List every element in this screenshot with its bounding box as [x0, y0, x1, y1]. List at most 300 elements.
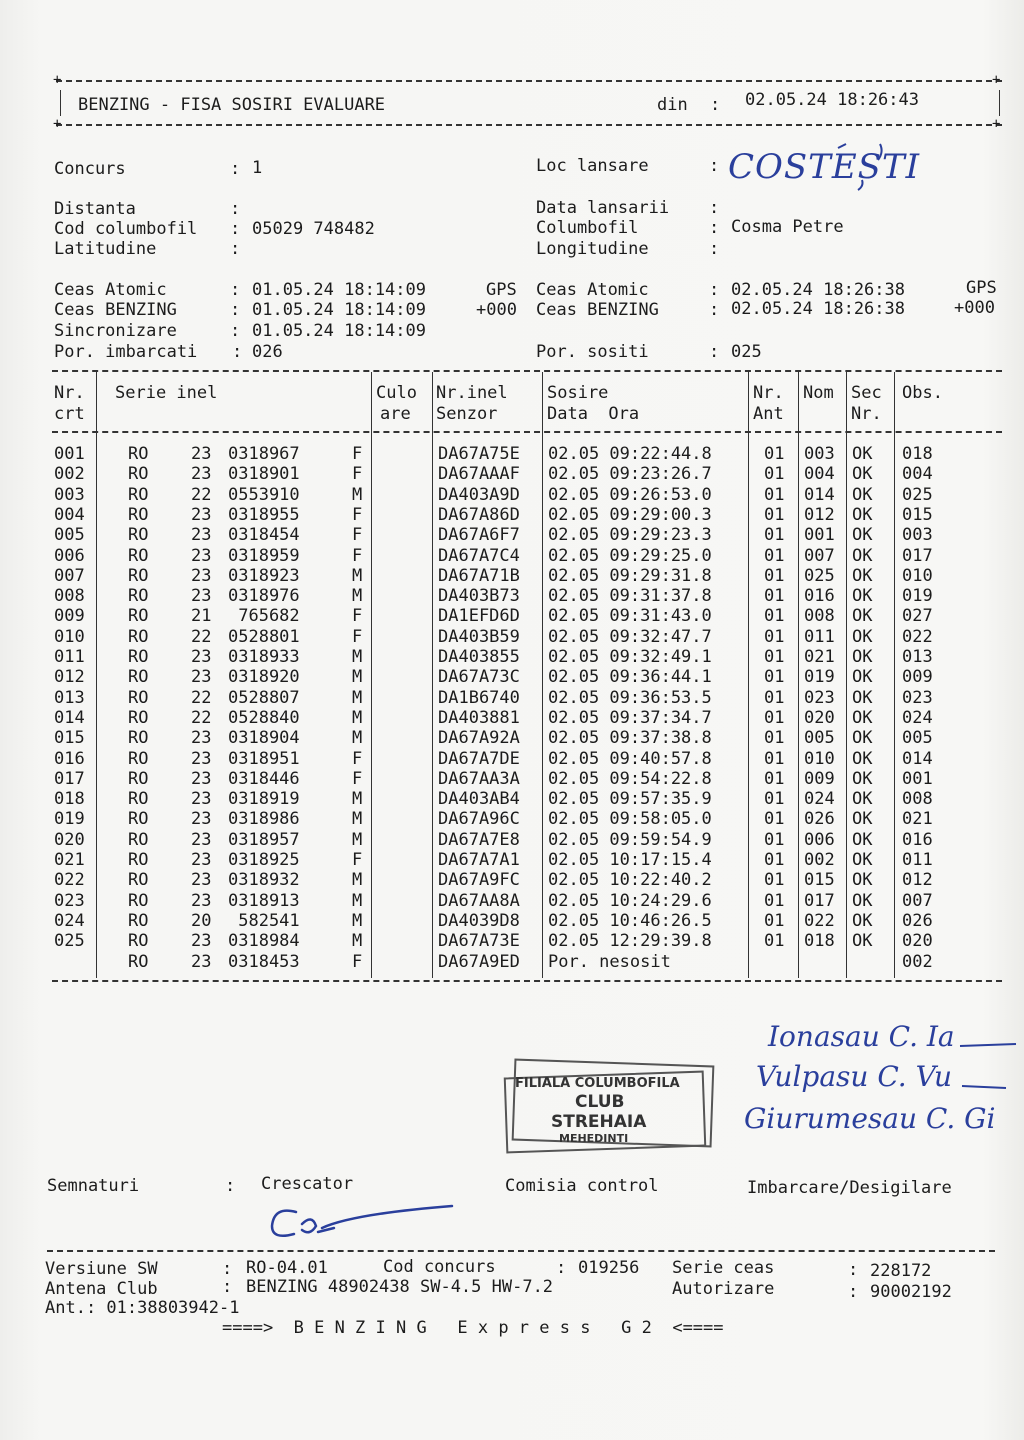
table-cell-senzor: DA4039D8: [438, 911, 520, 931]
col-nr-header: Nr.: [54, 383, 85, 403]
table-cell-sec: OK: [852, 485, 873, 505]
table-cell-sec: OK: [852, 708, 873, 728]
table-cell-sec: OK: [852, 505, 873, 525]
table-cell-senzor: DA403B73: [438, 586, 520, 606]
table-cell-tara: RO: [128, 870, 149, 890]
table-cell-ant: 01: [764, 911, 785, 931]
table-cell-inel: 0318959: [228, 546, 300, 566]
table-cell-inel: 0318933: [228, 647, 300, 667]
serie-ceas-value: 228172: [870, 1261, 932, 1281]
table-cell-nom: 010: [804, 749, 835, 769]
table-cell-an: 23: [191, 728, 212, 748]
table-cell-nr: 020: [54, 830, 85, 850]
table-cell-nom: 014: [804, 485, 835, 505]
col-culoare-header: Culo: [376, 383, 417, 403]
table-cell-nr: 001: [54, 444, 85, 464]
table-cell-sex: M: [352, 931, 363, 951]
table-cell-nr: 008: [54, 586, 85, 606]
table-cell-an: 23: [191, 444, 212, 464]
table-cell-inel: 0318920: [228, 667, 300, 687]
left-atomic-suffix: GPS: [486, 280, 517, 300]
concurs-label: Concurs: [54, 159, 126, 179]
crescator-signature: [262, 1198, 462, 1251]
table-cell-sosire: 02.05 09:58:05.0: [548, 809, 712, 829]
table-cell-nr: 024: [54, 911, 85, 931]
table-cell-senzor: DA67A92A: [438, 728, 520, 748]
right-atomic-value: 02.05.24 18:26:38: [731, 280, 905, 300]
table-cell-inel: 765682: [228, 606, 300, 626]
table-cell-sec: OK: [852, 525, 873, 545]
table-cell-sosire: 02.05 09:31:37.8: [548, 586, 712, 606]
col-ant-header-2: Ant: [753, 404, 784, 424]
table-cell-obs: 024: [902, 708, 933, 728]
autorizare-label: Autorizare: [672, 1279, 775, 1299]
table-cell-sosire: 02.05 09:36:44.1: [548, 667, 712, 687]
concurs-value: 1: [252, 158, 263, 178]
table-cell-an: 23: [191, 931, 212, 951]
table-cell-ant: 01: [764, 749, 785, 769]
table-cell-sex: F: [352, 606, 363, 626]
table-cell-ant: 01: [764, 667, 785, 687]
col-culoare-header-2: are: [380, 404, 411, 424]
table-cell-obs: 021: [902, 809, 933, 829]
column-divider: [894, 372, 895, 978]
table-cell-obs: 018: [902, 444, 933, 464]
separator: :: [230, 280, 241, 300]
table-cell-sosire: 02.05 09:40:57.8: [548, 749, 712, 769]
antena-value: BENZING 48902438 SW-4.5 HW-7.2: [246, 1277, 554, 1297]
separator: :: [709, 239, 720, 259]
committee-signatures: [740, 1010, 1024, 1145]
table-cell-sex: F: [352, 627, 363, 647]
columbofil-value: Cosma Petre: [731, 217, 844, 237]
por-sositi-value: 025: [731, 342, 762, 362]
table-cell-sosire: 02.05 09:37:38.8: [548, 728, 712, 748]
table-cell-nr: 016: [54, 749, 85, 769]
signature-name-1: Ionasau C. Ia: [768, 1020, 955, 1053]
table-cell-nom: 026: [804, 809, 835, 829]
cod-concurs-label: Cod concurs: [383, 1257, 496, 1277]
din-separator: :: [710, 95, 721, 115]
table-cell-sex: M: [352, 911, 363, 931]
loc-lansare-label: Loc lansare: [536, 156, 649, 176]
col-nr-header-2: crt: [54, 404, 85, 424]
table-cell-inel: 0318923: [228, 566, 300, 586]
table-cell-inel: 0318955: [228, 505, 300, 525]
table-cell-sex: M: [352, 870, 363, 890]
col-serie-header: Serie inel: [115, 383, 218, 403]
table-cell-an: 22: [191, 485, 212, 505]
antena-label: Antena Club: [45, 1279, 158, 1299]
table-cell-sec: OK: [852, 667, 873, 687]
ceas-benzing-label: Ceas BENZING: [54, 300, 177, 320]
table-cell-inel: 0318446: [228, 769, 300, 789]
table-cell-nom: 003: [804, 444, 835, 464]
table-cell-tara: RO: [128, 728, 149, 748]
table-cell-senzor: DA67A73E: [438, 931, 520, 951]
table-border-bottom: [52, 980, 1002, 982]
table-cell-ant: 01: [764, 647, 785, 667]
table-cell-tara: RO: [128, 525, 149, 545]
table-cell-senzor: DA1B6740: [438, 688, 520, 708]
table-cell-nom: 020: [804, 708, 835, 728]
comisia-label: Comisia control: [505, 1176, 659, 1196]
table-cell-sosire: Por. nesosit: [548, 952, 671, 972]
corner-mark: +: [53, 72, 62, 88]
document-title: BENZING - FISA SOSIRI EVALUARE: [78, 95, 386, 115]
table-cell-sec: OK: [852, 911, 873, 931]
table-cell-nom: 015: [804, 870, 835, 890]
corner-mark: +: [992, 72, 1001, 88]
table-cell-inel: 0318913: [228, 891, 300, 911]
print-datetime: 02.05.24 18:26:43: [745, 90, 919, 110]
table-cell-nom: 011: [804, 627, 835, 647]
col-sec-header-2: Nr.: [851, 404, 882, 424]
separator: :: [709, 342, 720, 362]
table-cell-sosire: 02.05 09:37:34.7: [548, 708, 712, 728]
table-cell-an: 23: [191, 566, 212, 586]
table-cell-nom: 022: [804, 911, 835, 931]
loc-lansare-handwriting: [728, 138, 921, 207]
table-cell-inel: 0318901: [228, 464, 300, 484]
table-cell-obs: 016: [902, 830, 933, 850]
header-border-top: [56, 80, 1002, 82]
table-cell-inel: 0318904: [228, 728, 300, 748]
table-cell-sex: M: [352, 830, 363, 850]
separator: :: [709, 280, 720, 300]
cod-columbofil-label: Cod columbofil: [54, 219, 198, 239]
table-cell-sex: F: [352, 444, 363, 464]
table-cell-tara: RO: [128, 464, 149, 484]
table-cell-sosire: 02.05 09:23:26.7: [548, 464, 712, 484]
right-benzing-value: 02.05.24 18:26:38: [731, 299, 905, 319]
table-cell-sec: OK: [852, 749, 873, 769]
table-cell-tara: RO: [128, 931, 149, 951]
right-ceas-benzing-label: Ceas BENZING: [536, 300, 659, 320]
crescator-label: Crescator: [261, 1174, 354, 1194]
table-cell-sex: F: [352, 749, 363, 769]
table-cell-sosire: 02.05 10:17:15.4: [548, 850, 712, 870]
table-cell-an: 23: [191, 525, 212, 545]
table-cell-sex: F: [352, 769, 363, 789]
semnaturi-label: Semnaturi: [47, 1176, 140, 1196]
separator: :: [225, 1176, 236, 1196]
table-cell-obs: 015: [902, 505, 933, 525]
table-cell-ant: 01: [764, 891, 785, 911]
table-cell-ant: 01: [764, 546, 785, 566]
table-cell-an: 23: [191, 505, 212, 525]
table-cell-senzor: DA67A7A1: [438, 850, 520, 870]
table-cell-ant: 01: [764, 606, 785, 626]
table-cell-nr: 010: [54, 627, 85, 647]
table-cell-tara: RO: [128, 566, 149, 586]
table-cell-tara: RO: [128, 688, 149, 708]
col-ant-header: Nr.: [753, 383, 784, 403]
table-cell-ant: 01: [764, 769, 785, 789]
table-cell-tara: RO: [128, 708, 149, 728]
table-cell-sex: M: [352, 586, 363, 606]
table-cell-sec: OK: [852, 850, 873, 870]
stamp-line-4: MEHEDINTI: [559, 1132, 629, 1145]
table-cell-sosire: 02.05 09:59:54.9: [548, 830, 712, 850]
table-cell-nr: 002: [54, 464, 85, 484]
table-cell-sosire: 02.05 09:29:23.3: [548, 525, 712, 545]
cod-concurs-value: 019256: [578, 1258, 640, 1278]
table-cell-sec: OK: [852, 830, 873, 850]
table-cell-obs: 001: [902, 769, 933, 789]
table-cell-tara: RO: [128, 789, 149, 809]
table-cell-ant: 01: [764, 870, 785, 890]
table-cell-nom: 007: [804, 546, 835, 566]
table-cell-nom: 002: [804, 850, 835, 870]
stamp-line-3: STREHAIA: [551, 1112, 647, 1132]
table-cell-sosire: 02.05 09:32:47.7: [548, 627, 712, 647]
table-cell-obs: 027: [902, 606, 933, 626]
table-cell-sec: OK: [852, 627, 873, 647]
separator: :: [709, 218, 720, 238]
table-cell-nr: 009: [54, 606, 85, 626]
table-cell-tara: RO: [128, 586, 149, 606]
table-cell-sex: M: [352, 728, 363, 748]
column-divider: [846, 372, 847, 978]
table-cell-obs: 020: [902, 931, 933, 951]
table-cell-nom: 017: [804, 891, 835, 911]
table-cell-an: 22: [191, 688, 212, 708]
table-cell-nr: 013: [54, 688, 85, 708]
table-cell-nr: 014: [54, 708, 85, 728]
col-nom-header: Nom: [803, 383, 834, 403]
table-cell-sec: OK: [852, 647, 873, 667]
table-cell-sec: OK: [852, 891, 873, 911]
table-cell-sosire: 02.05 12:29:39.8: [548, 931, 712, 951]
table-cell-sec: OK: [852, 769, 873, 789]
table-cell-an: 23: [191, 667, 212, 687]
table-cell-sec: OK: [852, 789, 873, 809]
table-cell-tara: RO: [128, 850, 149, 870]
table-cell-tara: RO: [128, 505, 149, 525]
table-cell-tara: RO: [128, 485, 149, 505]
table-cell-ant: 01: [764, 830, 785, 850]
separator: :: [709, 198, 720, 218]
col-sosire-header-2: Data Ora: [547, 404, 640, 424]
separator: :: [230, 300, 241, 320]
table-cell-nom: 025: [804, 566, 835, 586]
ceas-atomic-label: Ceas Atomic: [54, 280, 167, 300]
por-imbarcati-value: 026: [252, 342, 283, 362]
table-cell-tara: RO: [128, 830, 149, 850]
table-cell-sosire: 02.05 09:29:00.3: [548, 505, 712, 525]
separator: :: [222, 1259, 233, 1279]
table-cell-senzor: DA67A7C4: [438, 546, 520, 566]
table-cell-an: 20: [191, 911, 212, 931]
table-cell-inel: 0528801: [228, 627, 300, 647]
table-cell-ant: 01: [764, 850, 785, 870]
table-cell-inel: 0318984: [228, 931, 300, 951]
table-cell-senzor: DA67AA3A: [438, 769, 520, 789]
sincronizare-label: Sincronizare: [54, 321, 177, 341]
separator: :: [230, 159, 241, 179]
table-cell-tara: RO: [128, 444, 149, 464]
table-cell-sosire: 02.05 09:36:53.5: [548, 688, 712, 708]
table-cell-ant: 01: [764, 505, 785, 525]
table-cell-nom: 023: [804, 688, 835, 708]
table-header-border: [52, 431, 1002, 433]
table-cell-an: 23: [191, 870, 212, 890]
table-cell-inel: 0318951: [228, 749, 300, 769]
signature-name-2: Vulpasu C. Vu: [756, 1060, 953, 1093]
table-cell-sosire: 02.05 10:46:26.5: [548, 911, 712, 931]
separator: :: [230, 239, 241, 259]
table-cell-obs: 012: [902, 870, 933, 890]
table-cell-sex: F: [352, 464, 363, 484]
separator: :: [848, 1260, 859, 1280]
table-cell-sex: F: [352, 525, 363, 545]
table-cell-inel: 0318957: [228, 830, 300, 850]
table-cell-nr: 018: [54, 789, 85, 809]
autorizare-value: 90002192: [870, 1282, 952, 1302]
brand-banner: ====> B E N Z I N G E x p r e s s G 2 <====: [222, 1318, 724, 1338]
table-cell-nom: 004: [804, 464, 835, 484]
columbofil-label: Columbofil: [536, 218, 639, 238]
table-cell-an: 23: [191, 769, 212, 789]
table-cell-nr: 025: [54, 931, 85, 951]
table-cell-sex: M: [352, 566, 363, 586]
stamp-line-2: CLUB: [575, 1092, 625, 1112]
table-cell-obs: 013: [902, 647, 933, 667]
table-cell-sec: OK: [852, 688, 873, 708]
table-cell-an: 23: [191, 850, 212, 870]
table-cell-an: 23: [191, 749, 212, 769]
table-cell-ant: 01: [764, 931, 785, 951]
table-cell-nr: 023: [54, 891, 85, 911]
table-cell-sosire: 02.05 09:54:22.8: [548, 769, 712, 789]
separator: :: [230, 219, 241, 239]
header-border-bottom: [56, 124, 1002, 126]
table-cell-an: 23: [191, 546, 212, 566]
table-cell-nr: 007: [54, 566, 85, 586]
table-cell-ant: 01: [764, 688, 785, 708]
table-cell-sec: OK: [852, 566, 873, 586]
table-cell-senzor: DA67A86D: [438, 505, 520, 525]
table-cell-an: 22: [191, 627, 212, 647]
footer-divider: [47, 1250, 995, 1252]
table-cell-inel: 582541: [228, 911, 300, 931]
separator: :: [848, 1282, 859, 1302]
table-cell-senzor: DA67A9FC: [438, 870, 520, 890]
table-cell-senzor: DA67A71B: [438, 566, 520, 586]
table-cell-an: 22: [191, 708, 212, 728]
table-cell-nr: 022: [54, 870, 85, 890]
table-cell-nr: 017: [54, 769, 85, 789]
table-cell-ant: 01: [764, 708, 785, 728]
table-cell-an: 23: [191, 830, 212, 850]
table-cell-sosire: 02.05 09:32:49.1: [548, 647, 712, 667]
table-cell-sec: OK: [852, 444, 873, 464]
table-cell-inel: 0318932: [228, 870, 300, 890]
table-cell-obs: 014: [902, 749, 933, 769]
table-cell-ant: 01: [764, 464, 785, 484]
separator: :: [222, 1277, 233, 1297]
table-cell-nom: 021: [804, 647, 835, 667]
table-cell-senzor: DA67A6F7: [438, 525, 520, 545]
left-benzing-value: 01.05.24 18:14:09: [252, 300, 426, 320]
table-cell-obs: 019: [902, 586, 933, 606]
separator: :: [556, 1258, 567, 1278]
table-cell-obs: 002: [902, 952, 933, 972]
col-nrinel-header: Nr.inel: [436, 383, 508, 403]
table-cell-sex: F: [352, 952, 363, 972]
table-cell-sec: OK: [852, 728, 873, 748]
table-cell-senzor: DA403881: [438, 708, 520, 728]
table-cell-nom: 012: [804, 505, 835, 525]
table-cell-sex: M: [352, 809, 363, 829]
table-cell-ant: 01: [764, 566, 785, 586]
table-cell-tara: RO: [128, 749, 149, 769]
table-cell-nr: 011: [54, 647, 85, 667]
corner-mark: +: [992, 116, 1001, 132]
table-cell-nom: 016: [804, 586, 835, 606]
table-cell-sec: OK: [852, 809, 873, 829]
table-cell-sex: F: [352, 850, 363, 870]
table-cell-nom: 005: [804, 728, 835, 748]
antenna-id: Ant.: 01:38803942-1: [45, 1298, 240, 1318]
table-cell-sosire: 02.05 09:31:43.0: [548, 606, 712, 626]
stamp-line-1: FILIALA COLUMBOFILA: [515, 1076, 680, 1091]
table-cell-ant: 01: [764, 525, 785, 545]
table-cell-senzor: DA403855: [438, 647, 520, 667]
left-benzing-suffix: +000: [476, 300, 517, 320]
table-cell-ant: 01: [764, 789, 785, 809]
table-cell-obs: 026: [902, 911, 933, 931]
table-cell-sec: OK: [852, 931, 873, 951]
column-divider: [371, 372, 372, 978]
table-cell-sex: M: [352, 688, 363, 708]
table-cell-ant: 01: [764, 809, 785, 829]
table-cell-inel: 0528807: [228, 688, 300, 708]
serie-ceas-label: Serie ceas: [672, 1258, 775, 1278]
table-cell-senzor: DA403A9D: [438, 485, 520, 505]
imbarcare-label: Imbarcare/Desigilare: [747, 1178, 952, 1198]
table-cell-sec: OK: [852, 464, 873, 484]
corner-mark: +: [53, 116, 62, 132]
table-cell-inel: 0318925: [228, 850, 300, 870]
table-cell-nr: 015: [54, 728, 85, 748]
table-cell-tara: RO: [128, 911, 149, 931]
table-cell-tara: RO: [128, 769, 149, 789]
table-cell-sex: M: [352, 891, 363, 911]
table-cell-obs: 010: [902, 566, 933, 586]
table-cell-senzor: DA67A73C: [438, 667, 520, 687]
col-nrinel-header-2: Senzor: [436, 404, 498, 424]
por-imbarcati-label: Por. imbarcati: [54, 342, 198, 362]
table-cell-obs: 017: [902, 546, 933, 566]
table-cell-nr: 006: [54, 546, 85, 566]
table-cell-nom: 008: [804, 606, 835, 626]
table-cell-nr: 005: [54, 525, 85, 545]
table-cell-obs: 005: [902, 728, 933, 748]
table-cell-an: 23: [191, 891, 212, 911]
col-sec-header: Sec: [851, 383, 882, 403]
table-cell-senzor: DA67AAAF: [438, 464, 520, 484]
table-cell-sex: M: [352, 647, 363, 667]
table-cell-senzor: DA67A9ED: [438, 952, 520, 972]
table-cell-inel: 0318454: [228, 525, 300, 545]
loc-lansare-value: COSTESTI: [728, 147, 921, 187]
col-sosire-header: Sosire: [547, 383, 609, 403]
table-cell-ant: 01: [764, 627, 785, 647]
table-cell-nr: 004: [54, 505, 85, 525]
table-cell-sex: M: [352, 667, 363, 687]
